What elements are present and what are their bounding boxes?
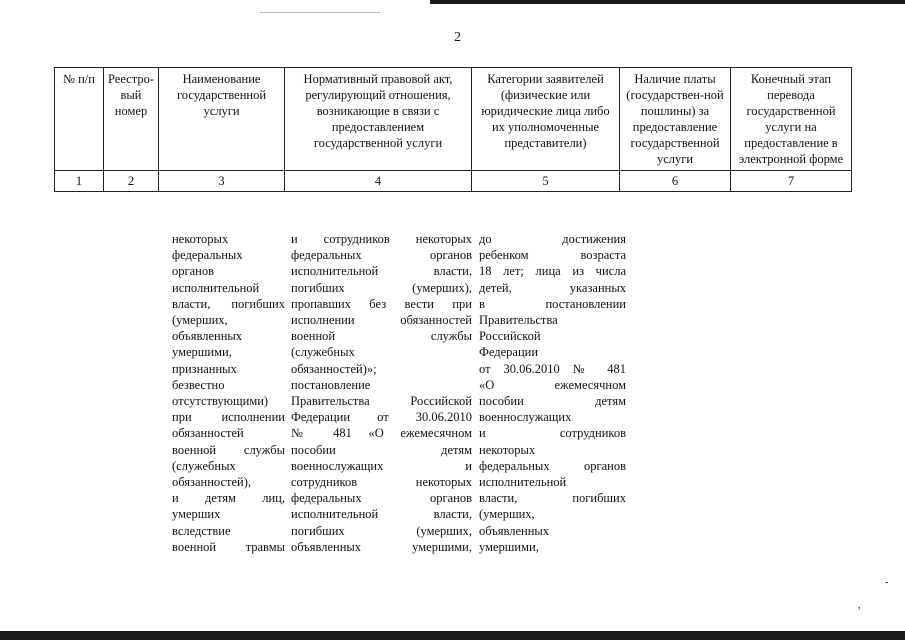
text-line: № 481 «О ежемесячном [291,426,472,441]
text-line: пособии детям [479,394,626,409]
text-line: умершими, [172,345,232,360]
scan-border-top [430,0,905,4]
text-line: федеральных органов [291,491,472,506]
scan-speck: - [885,577,889,588]
column-number: 2 [104,171,159,192]
legal-act-text [291,231,472,555]
text-line: объявленных умершими, [291,539,472,554]
header-cell-legal-act: Нормативный правовой акт, регулирующий отношения, возникающие в связи с предоставлением государственной услуги [285,68,472,171]
column-number: 1 [55,171,104,192]
scan-border-bottom [0,631,905,640]
text-line: власти, погибших [172,296,285,311]
text-line: военнослужащих [479,410,572,425]
text-line: Российской [479,329,541,344]
applicants-text [479,231,626,555]
text-line: федеральных органов [479,458,626,473]
text-line: исполнении обязанностей [291,313,472,328]
text-line: погибших (умерших, [291,523,472,538]
service-name-text [172,231,285,555]
text-line: при исполнении [172,410,285,425]
text-line: пропавших без вести при [291,296,472,311]
text-line: умершими, [479,539,539,554]
text-line: объявленных [172,329,243,344]
scan-line-top [260,12,380,13]
text-line: органов [172,264,215,279]
text-line: военной службы [172,442,285,457]
text-line: обязанностей)»; [291,361,377,376]
text-line: Федерации [479,345,539,360]
header-row [55,68,852,171]
text-line: исполнительной [172,280,260,295]
column-number-row [55,171,852,192]
header-cell-registry: Реестро-вый номер [104,68,159,171]
text-line: (служебных [172,458,236,473]
text-line: отсутствующими) [172,394,269,409]
text-line: исполнительной власти, [291,507,472,522]
text-line: военной травмы [172,539,285,554]
text-line: военнослужащих и [291,458,472,473]
text-line: (служебных [291,345,355,360]
text-line: федеральных органов [291,248,472,263]
text-line: некоторых [172,232,229,246]
text-line: детей, указанных [479,280,626,295]
text-line: до достижения [479,232,626,246]
text-line: в постановлении [479,296,626,311]
column-number: 3 [159,171,285,192]
services-table-header [54,67,852,192]
text-line: 18 лет; лица из числа [479,264,626,279]
text-line: «О ежемесячном [479,377,626,392]
text-line: исполнительной власти, [291,264,472,279]
header-cell-number: № п/п [55,68,104,171]
scan-speck: , [858,600,861,611]
text-line: военной службы [291,329,472,344]
header-cell-final-stage: Конечный этап перевода государственной услуги на предоставление в электронной форме [731,68,852,171]
text-line: Федерации от 30.06.2010 [291,410,472,425]
column-number: 5 [472,171,620,192]
text-line: и детям лиц, [172,491,285,506]
text-line: некоторых [479,442,536,457]
text-line: обязанностей), [172,475,252,490]
text-line: пособии детям [291,442,472,457]
text-line: обязанностей [172,426,244,441]
text-line: умерших [172,507,221,522]
text-line: от 30.06.2010 № 481 [479,361,626,376]
text-line: объявленных [479,523,550,538]
text-line: федеральных [172,248,243,263]
column-number: 4 [285,171,472,192]
text-line: Правительства [479,313,558,328]
text-line: власти, погибших [479,491,626,506]
text-line: и сотрудников некоторых [291,232,472,246]
text-line: постановление [291,377,371,392]
text-line: (умерших, [172,313,228,328]
text-line: безвестно [172,377,225,392]
text-line: погибших (умерших), [291,280,472,295]
column-number: 6 [620,171,731,192]
text-line: признанных [172,361,237,376]
header-cell-fee: Наличие платы (государствен-ной пошлины) за предоставление государственной услуги [620,68,731,171]
text-line: (умерших, [479,507,535,522]
header-cell-service-name: Наименование государственной услуги [159,68,285,171]
text-line: ребенком возраста [479,248,626,263]
text-line: исполнительной [479,475,567,490]
page-number: 2 [454,30,461,45]
column-number: 7 [731,171,852,192]
text-line: Правительства Российской [291,394,472,409]
text-line: и сотрудников [479,426,626,441]
text-line: вследствие [172,523,231,538]
text-line: сотрудников некоторых [291,475,472,490]
header-cell-applicants: Категории заявителей (физические или юридические лица либо их уполномоченные представители) [472,68,620,171]
